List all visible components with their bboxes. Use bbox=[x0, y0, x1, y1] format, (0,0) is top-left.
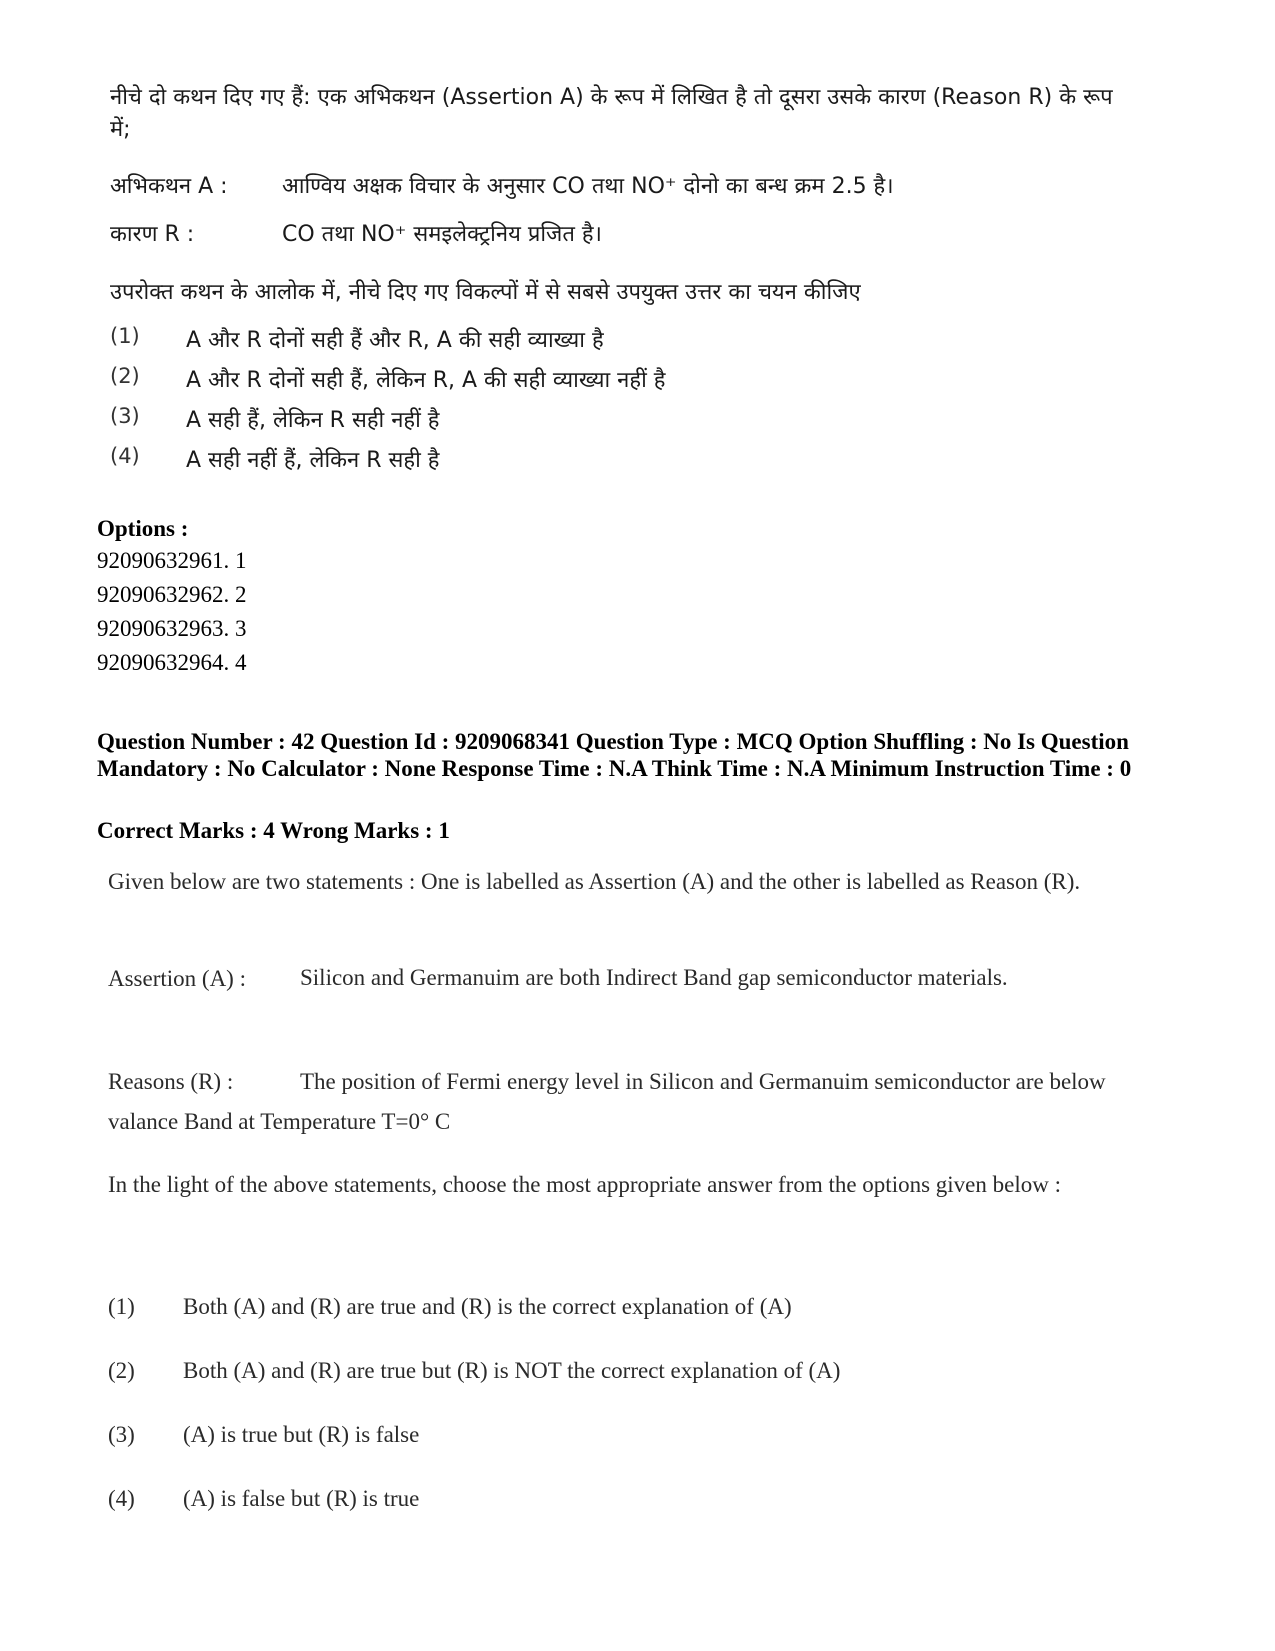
english-reason-row bbox=[108, 1062, 1108, 1142]
question-marks: Correct Marks : 4 Wrong Marks : 1 bbox=[97, 818, 450, 843]
english-assertion-label: Assertion (A) : bbox=[108, 966, 246, 991]
option-id-2: 92090632962. 2 bbox=[97, 582, 247, 607]
option-number: (1) bbox=[110, 324, 140, 348]
option-text: (A) is false but (R) is true bbox=[183, 1486, 420, 1511]
option-number: (1) bbox=[108, 1294, 135, 1319]
option-text: Both (A) and (R) are true but (R) is NOT the correct explanation of (A) bbox=[183, 1358, 841, 1383]
question-info: Question Number : 42 Question Id : 9209068341 Question Type : MCQ Option Shuffling : No Is Question Mandatory : No Calculator : None Response Time : N.A Think Time : N.A Minimum Instruction Time : 0 bbox=[97, 729, 1132, 781]
hindi-reason-text: CO तथा NO⁺ समइलेक्ट्रनिय प्रजित है। bbox=[282, 222, 602, 247]
hindi-intro: नीचे दो कथन दिए गए हैं: एक अभिकथन (Assertion A) के रूप में लिखित है तो दूसरा उसके कारण (Reason R) के रूप में; bbox=[110, 85, 1113, 142]
option-number: (4) bbox=[110, 444, 140, 468]
english-reason-label: Reasons (R) : bbox=[108, 1069, 234, 1094]
option-text: A सही हैं, लेकिन R सही नहीं है bbox=[186, 408, 440, 433]
option-text: Both (A) and (R) are true and (R) is the correct explanation of (A) bbox=[183, 1294, 792, 1319]
option-number: (4) bbox=[108, 1486, 135, 1511]
option-id-3: 92090632963. 3 bbox=[97, 616, 247, 641]
english-reason-text: The position of Fermi energy level in Silicon and Germanuim semiconductor are below valance Band at Temperature T=0° C bbox=[108, 1069, 1106, 1134]
hindi-assertion-label: अभिकथन A : bbox=[110, 174, 228, 199]
hindi-assertion-text: आण्विय अक्षक विचार के अनुसार CO तथा NO⁺ दोनो का बन्ध क्रम 2.5 है। bbox=[282, 174, 894, 199]
option-number: (3) bbox=[110, 404, 140, 428]
option-text: A और R दोनों सही हैं, लेकिन R, A की सही व्याख्या नहीं है bbox=[186, 368, 666, 393]
option-text: A सही नहीं हैं, लेकिन R सही है bbox=[186, 448, 440, 473]
option-number: (3) bbox=[108, 1422, 135, 1447]
english-intro: Given below are two statements : One is labelled as Assertion (A) and the other is labelled as Reason (R). bbox=[108, 869, 1081, 894]
hindi-prompt: उपरोक्त कथन के आलोक में, नीचे दिए गए विकल्पों में से सबसे उपयुक्त उत्तर का चयन कीजिए bbox=[110, 280, 861, 305]
options-title: Options : bbox=[97, 516, 189, 541]
option-id-1: 92090632961. 1 bbox=[97, 548, 247, 573]
english-prompt: In the light of the above statements, choose the most appropriate answer from the options given below : bbox=[108, 1172, 1061, 1197]
option-text: (A) is true but (R) is false bbox=[183, 1422, 420, 1447]
option-number: (2) bbox=[108, 1358, 135, 1383]
english-assertion-text: Silicon and Germanuim are both Indirect Band gap semiconductor materials. bbox=[300, 965, 1008, 990]
option-id-4: 92090632964. 4 bbox=[97, 650, 247, 675]
hindi-reason-label: कारण R : bbox=[110, 222, 195, 247]
option-number: (2) bbox=[110, 364, 140, 388]
option-text: A और R दोनों सही हैं और R, A की सही व्याख्या है bbox=[186, 328, 604, 353]
